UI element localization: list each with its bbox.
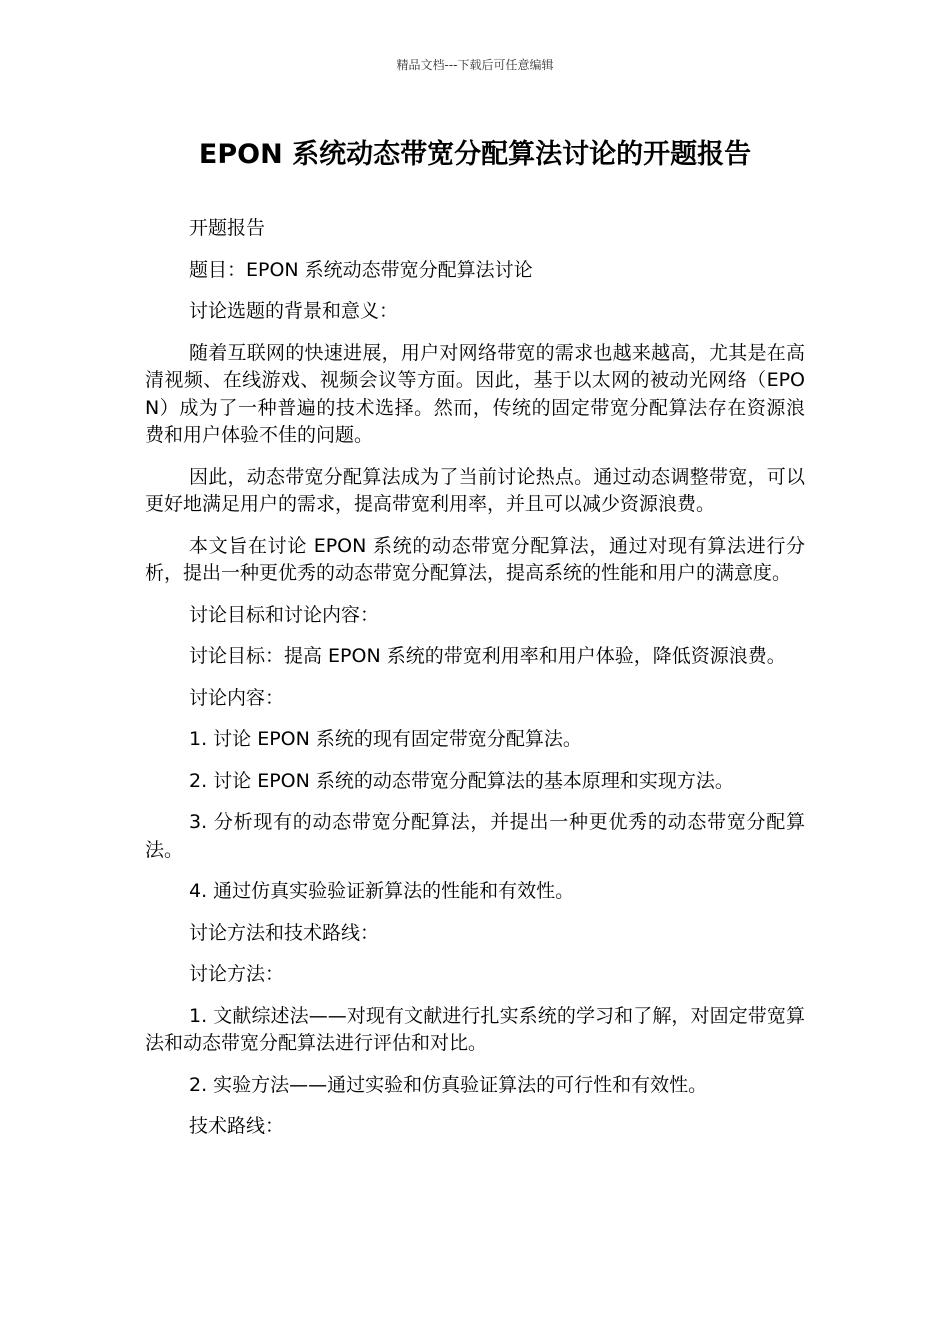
list-item-content-3: 3. 分析现有的动态带宽分配算法，并提出一种更优秀的动态带宽分配算法。: [145, 811, 805, 861]
paragraph-methods-label: 讨论方法：: [189, 963, 285, 985]
paragraph-goals-heading: 讨论目标和讨论内容：: [189, 603, 380, 626]
paragraph-purpose: 本文旨在讨论 EPON 系统的动态带宽分配算法，通过对现有算法进行分析，提出一种更优秀的动态带宽分配算法，提高系统的性能和用户的满意度。: [145, 534, 805, 584]
paragraph-content-heading: 讨论内容：: [189, 686, 285, 709]
header-note: 精品文档---下载后可任意编辑: [396, 58, 554, 72]
paragraph-goal: 讨论目标：提高 EPON 系统的带宽利用率和用户体验，降低资源浪费。: [189, 645, 786, 667]
list-item-content-2: 2. 讨论 EPON 系统的动态带宽分配算法的基本原理和实现方法。: [189, 769, 734, 792]
paragraph-route-label: 技术路线：: [189, 1115, 285, 1137]
list-item-content-1: 1. 讨论 EPON 系统的现有固定带宽分配算法。: [189, 728, 582, 750]
document-body: [145, 215, 805, 1155]
list-item-method-2: 2. 实验方法——通过实验和仿真验证算法的可行性和有效性。: [189, 1073, 708, 1096]
list-item-method-1: 1. 文献综述法——对现有文献进行扎实系统的学习和了解，对固定带宽算法和动态带宽分配算法进行评估和对比。: [145, 1004, 805, 1054]
list-item-content-4: 4. 通过仿真实验验证新算法的性能和有效性。: [189, 880, 575, 902]
paragraph-report-label: 开题报告: [189, 217, 266, 239]
paragraph-background-heading: 讨论选题的背景和意义：: [189, 300, 399, 322]
paragraph-topic: 题目：EPON 系统动态带宽分配算法讨论: [189, 258, 533, 281]
paragraph-methods-heading: 讨论方法和技术路线：: [189, 921, 380, 944]
document-title: EPON 系统动态带宽分配算法讨论的开题报告: [198, 139, 752, 170]
paragraph-background-2: 因此，动态带宽分配算法成为了当前讨论热点。通过动态调整带宽，可以更好地满足用户的需求，提高带宽利用率，并且可以减少资源浪费。: [145, 465, 805, 515]
paragraph-background-1: 随着互联网的快速进展，用户对网络带宽的需求也越来越高，尤其是在高清视频、在线游戏、视频会议等方面。因此，基于以太网的被动光网络（EPON）成为了一种普遍的技术选择。然而，传统的固定带宽分配算法存在资源浪费和用户体验不佳的问题。: [145, 341, 805, 446]
